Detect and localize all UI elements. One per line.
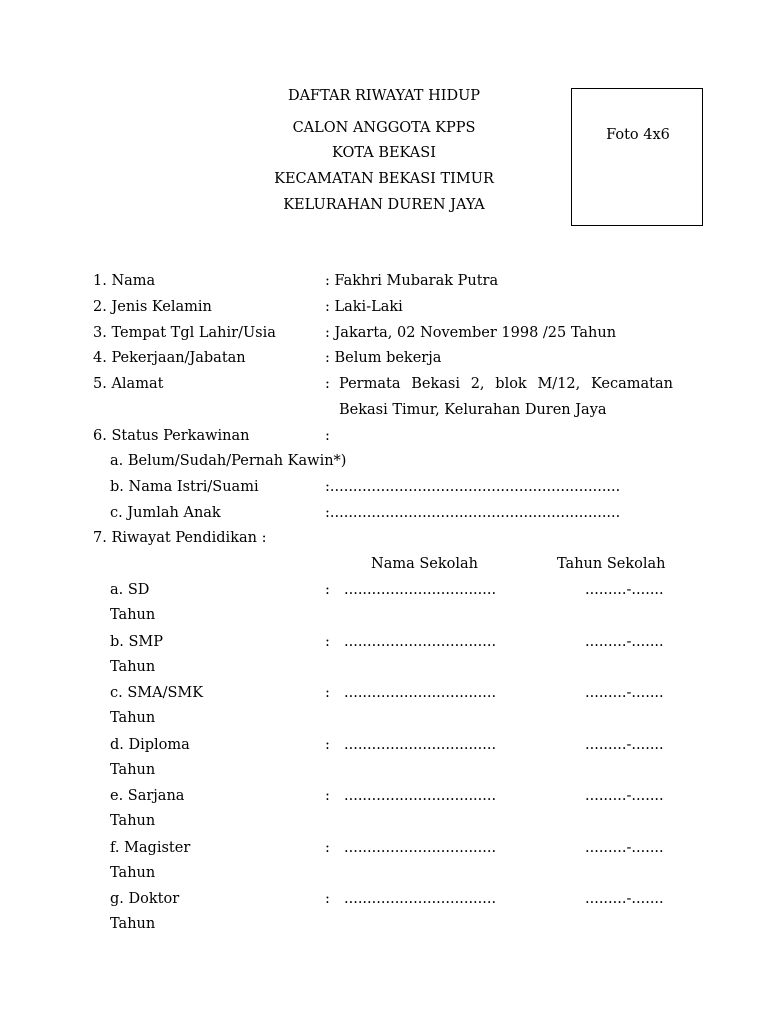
header-line-district: KECAMATAN BEKASI TIMUR	[274, 171, 494, 187]
field-job-value: : Belum bekerja	[325, 350, 442, 366]
education-year-value: .........-.......	[585, 634, 664, 650]
education-year-unit: Tahun	[110, 607, 156, 623]
education-school-value: .................................	[344, 634, 497, 650]
photo-label: Foto 4x6	[606, 127, 670, 143]
education-level-label: b. SMP	[110, 634, 164, 650]
field-marital-label: 6. Status Perkawinan	[93, 428, 250, 444]
education-year-unit: Tahun	[110, 659, 156, 675]
education-level-label: d. Diploma	[110, 737, 190, 753]
education-school-value: .................................	[344, 840, 497, 856]
education-school-value: .................................	[344, 737, 497, 753]
education-year-unit: Tahun	[110, 762, 156, 778]
education-level-label: a. SD	[110, 582, 150, 598]
header-line-kpps: CALON ANGGOTA KPPS	[292, 120, 476, 136]
children-count-label: c. Jumlah Anak	[110, 505, 221, 521]
education-year-value: .........-.......	[585, 840, 664, 856]
education-year-value: .........-.......	[585, 891, 664, 907]
marital-status-option: a. Belum/Sudah/Pernah Kawin*)	[110, 453, 347, 469]
field-name-value: : Fakhri Mubarak Putra	[325, 273, 499, 289]
education-sep: :	[325, 788, 330, 804]
education-sep: :	[325, 582, 330, 598]
education-year-unit: Tahun	[110, 916, 156, 932]
education-level-label: e. Sarjana	[110, 788, 185, 804]
education-sep: :	[325, 737, 330, 753]
field-name-label: 1. Nama	[93, 273, 156, 289]
education-year-unit: Tahun	[110, 710, 156, 726]
education-year-value: .........-.......	[585, 788, 664, 804]
education-school-value: .................................	[344, 685, 497, 701]
education-school-value: .................................	[344, 582, 497, 598]
education-year-value: .........-.......	[585, 582, 664, 598]
children-count-value: :...............................................................	[325, 505, 621, 521]
education-sep: :	[325, 685, 330, 701]
education-level-label: f. Magister	[110, 840, 191, 856]
photo-placeholder-box	[571, 88, 703, 226]
field-birth-value: : Jakarta, 02 November 1998 /25 Tahun	[325, 325, 617, 341]
education-sep: :	[325, 891, 330, 907]
field-marital-sep: :	[325, 428, 330, 444]
education-school-value: .................................	[344, 891, 497, 907]
field-address-line1: Permata Bekasi 2, blok M/12, Kecamatan	[339, 376, 673, 392]
education-year-unit: Tahun	[110, 865, 156, 881]
col-year-header: Tahun Sekolah	[557, 556, 666, 572]
spouse-name-label: b. Nama Istri/Suami	[110, 479, 259, 495]
col-school-header: Nama Sekolah	[371, 556, 478, 572]
field-address-sep: :	[325, 376, 330, 392]
education-level-label: c. SMA/SMK	[110, 685, 204, 701]
field-address-line2: Bekasi Timur, Kelurahan Duren Jaya	[339, 402, 607, 418]
spouse-name-value: :...............................................................	[325, 479, 621, 495]
field-gender-value: : Laki-Laki	[325, 299, 403, 315]
education-year-value: .........-.......	[585, 685, 664, 701]
header-line-subdistrict: KELURAHAN DUREN JAYA	[283, 197, 485, 213]
field-birth-label: 3. Tempat Tgl Lahir/Usia	[93, 325, 276, 341]
field-job-label: 4. Pekerjaan/Jabatan	[93, 350, 246, 366]
document-title: DAFTAR RIWAYAT HIDUP	[287, 88, 481, 104]
education-school-value: .................................	[344, 788, 497, 804]
education-sep: :	[325, 840, 330, 856]
education-year-value: .........-.......	[585, 737, 664, 753]
header-line-city: KOTA BEKASI	[332, 145, 436, 161]
field-gender-label: 2. Jenis Kelamin	[93, 299, 212, 315]
education-title: 7. Riwayat Pendidikan :	[93, 530, 267, 546]
field-address-label: 5. Alamat	[93, 376, 164, 392]
education-sep: :	[325, 634, 330, 650]
education-level-label: g. Doktor	[110, 891, 180, 907]
education-year-unit: Tahun	[110, 813, 156, 829]
